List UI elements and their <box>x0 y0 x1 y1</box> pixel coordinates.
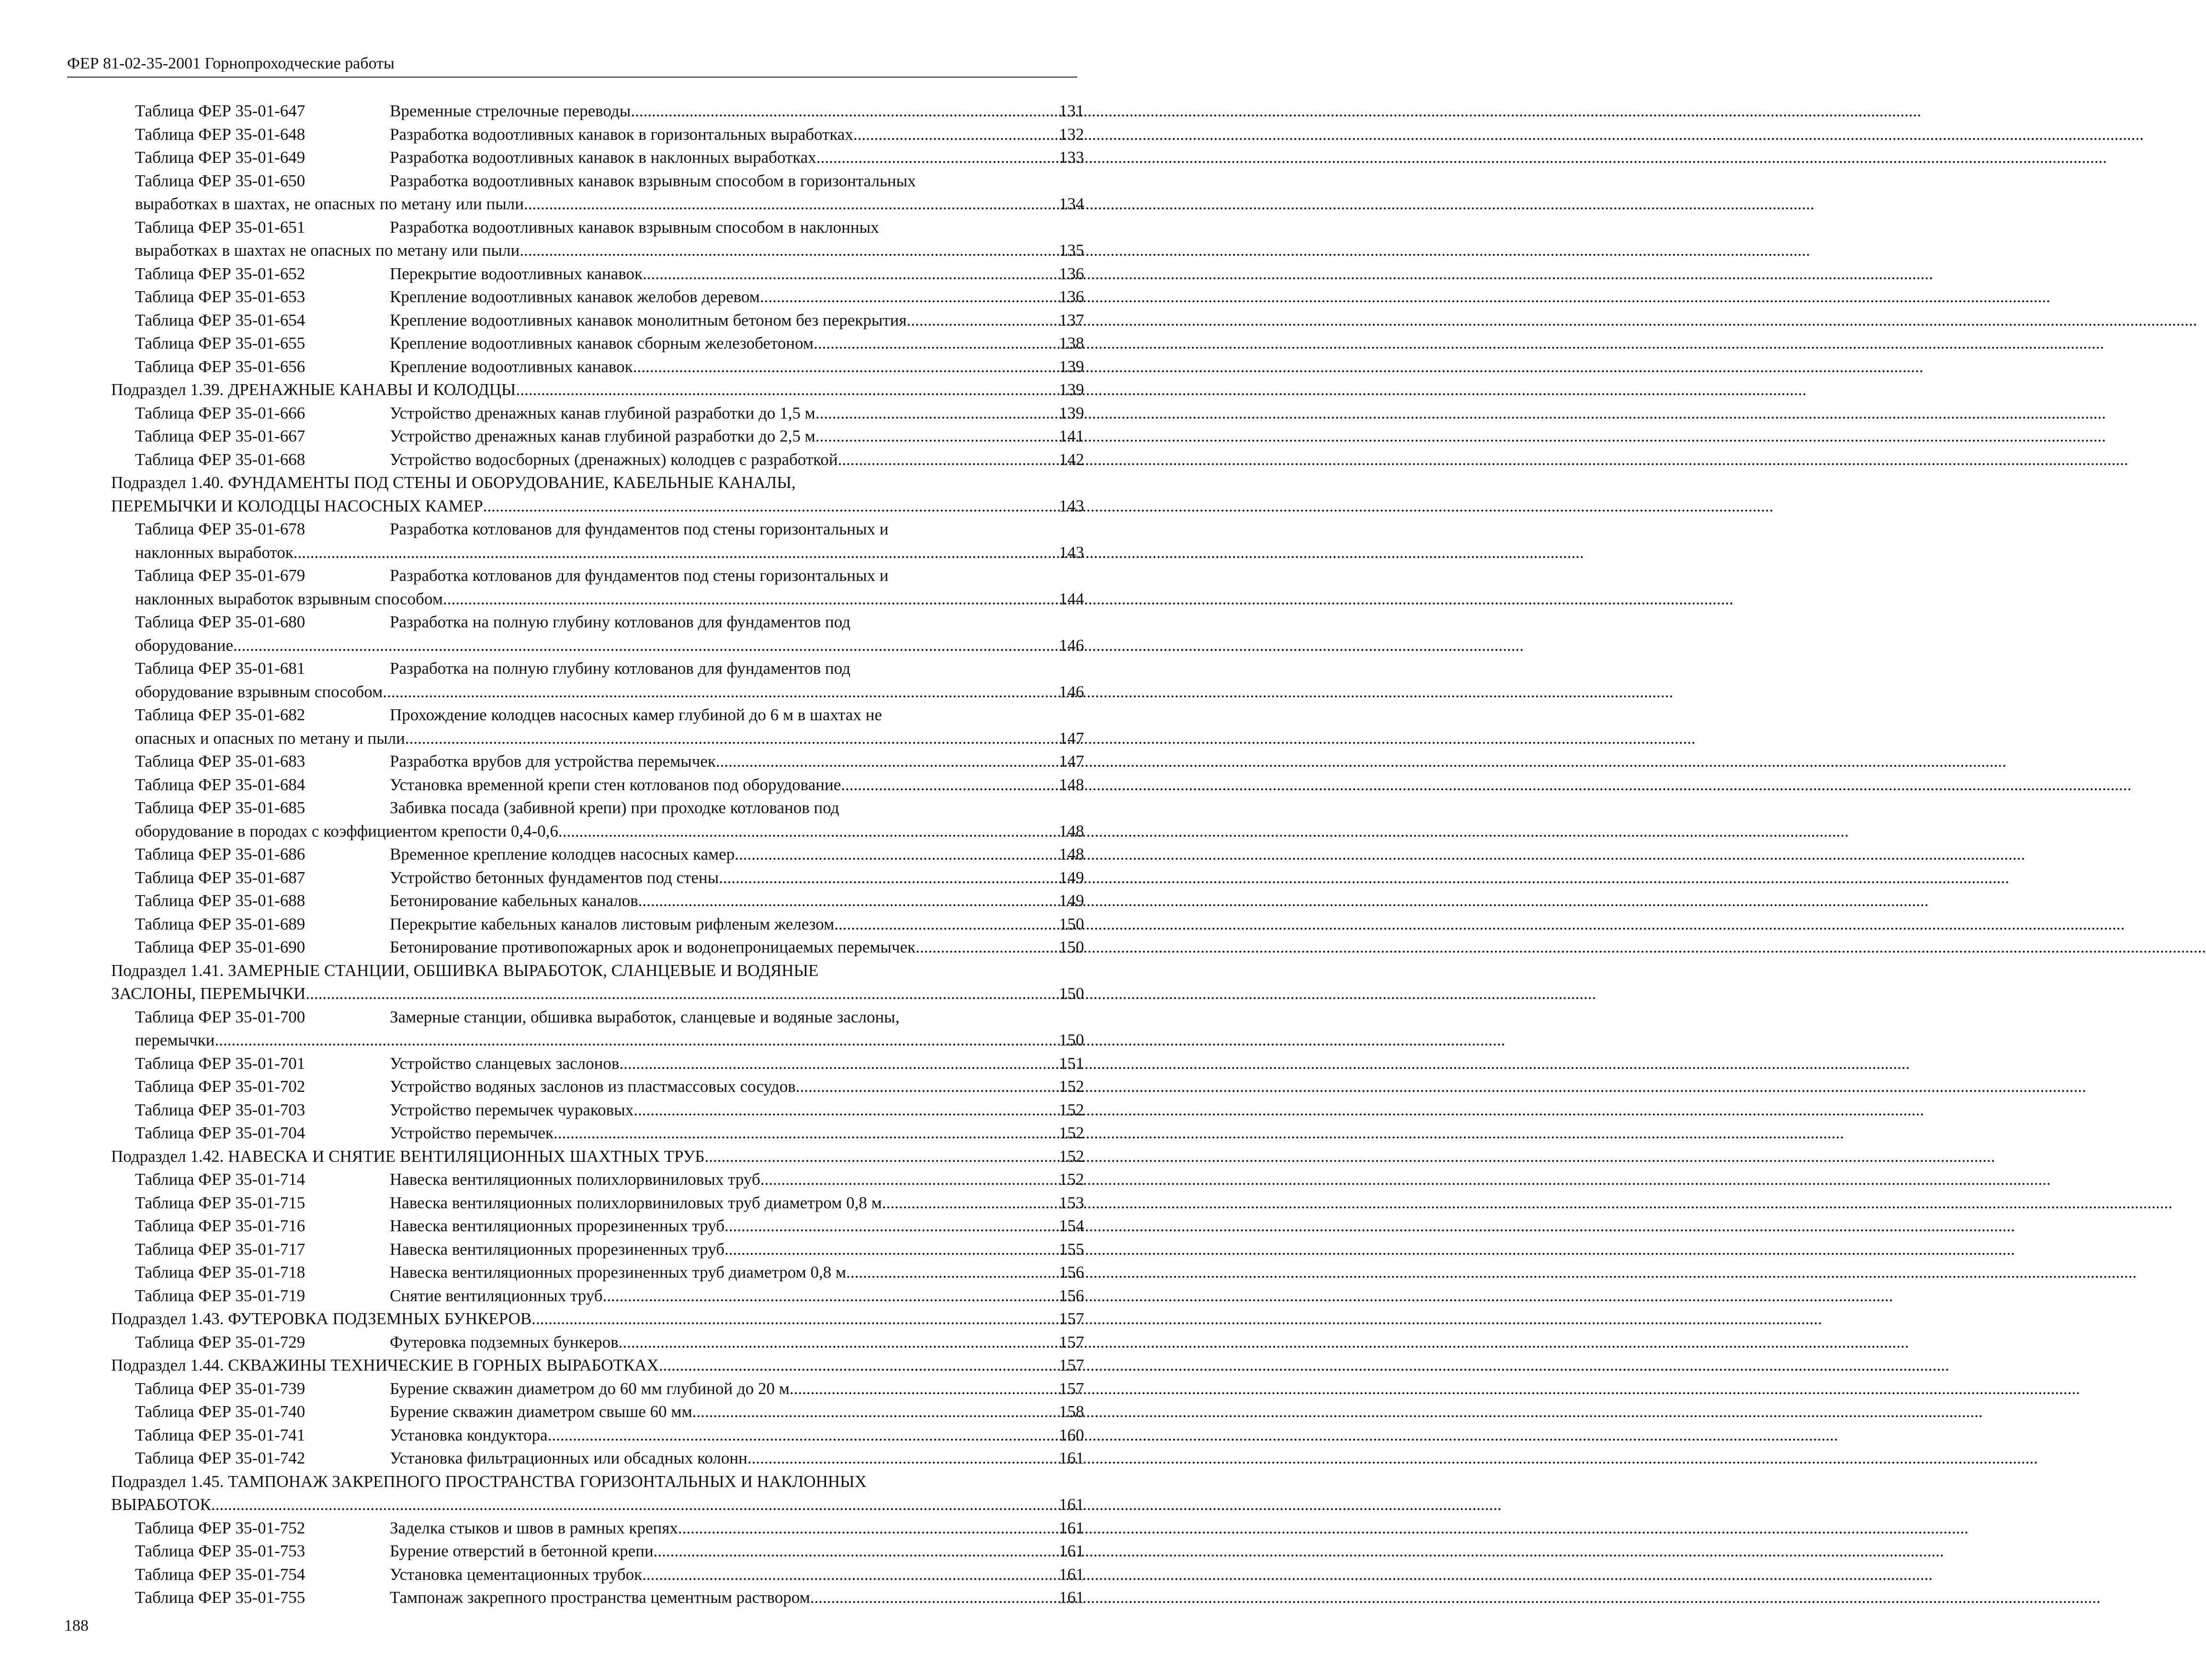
toc-table-entry <box>111 1122 1084 1145</box>
toc-page-ref: 143 <box>1059 496 1084 515</box>
toc-entry-title: Временное крепление колодцев насосных камер <box>390 845 735 863</box>
toc-page-ref: 156 <box>1059 1263 1084 1282</box>
toc-section-entry <box>111 471 1084 518</box>
toc-table-code: Таблица ФЕР 35-01-689 <box>135 914 305 933</box>
toc-table-entry <box>111 123 1084 147</box>
toc-table-code: Таблица ФЕР 35-01-719 <box>135 1286 305 1305</box>
toc-page-ref: 143 <box>1059 543 1084 562</box>
toc-page-ref: 146 <box>1059 636 1084 655</box>
toc-table-code: Таблица ФЕР 35-01-752 <box>135 1518 305 1537</box>
toc-table-code: Таблица ФЕР 35-01-754 <box>135 1565 305 1584</box>
toc-dot-leader <box>634 1099 1057 1122</box>
toc-dot-leader <box>724 1215 1057 1238</box>
toc-table-entry <box>111 1261 1084 1284</box>
toc-dot-leader <box>853 123 1057 147</box>
toc-page-ref: 139 <box>1059 380 1084 399</box>
toc-table-code: Таблица ФЕР 35-01-656 <box>135 357 305 376</box>
toc-table-code: Таблица ФЕР 35-01-651 <box>135 217 305 237</box>
toc-page-ref: 160 <box>1059 1425 1084 1444</box>
toc-table-entry <box>111 913 1084 936</box>
toc-entry-title: Разработка водоотливных канавок в наклонных выработках <box>390 148 816 167</box>
toc-dot-leader <box>211 1493 1057 1517</box>
toc-entry-title: Перекрытие кабельных каналов листовым рифленым железом <box>390 914 835 933</box>
toc-table-code: Таблица ФЕР 35-01-702 <box>135 1077 305 1096</box>
toc-table-code: Таблица ФЕР 35-01-742 <box>135 1449 305 1467</box>
toc-table-entry <box>111 611 1084 657</box>
toc-dot-leader <box>815 425 1057 448</box>
toc-entry-title: Разработка врубов для устройства перемычек <box>390 752 716 771</box>
toc-table-code: Таблица ФЕР 35-01-729 <box>135 1332 305 1351</box>
toc-page-ref: 157 <box>1059 1356 1084 1374</box>
toc-entry-title: Крепление водоотливных канавок монолитным бетоном без перекрытия <box>390 310 907 329</box>
toc-entry-title-cont: наклонных выработок <box>135 543 294 562</box>
toc-entry-title-cont: опасных и опасных по метану и пыли <box>135 728 405 748</box>
toc-table-code: Таблица ФЕР 35-01-680 <box>135 613 305 631</box>
toc-page-ref: 147 <box>1059 752 1084 771</box>
toc-page-ref: 139 <box>1059 403 1084 422</box>
toc-table-entry <box>111 262 1084 286</box>
toc-entry-title: Разработка котлованов для фундаментов под стены горизонтальных и <box>390 566 889 585</box>
toc-entry-title-cont: ПЕРЕМЫЧКИ И КОЛОДЦЫ НАСОСНЫХ КАМЕР <box>111 496 483 515</box>
toc-table-entry <box>111 1099 1084 1122</box>
page-number: 188 <box>64 1617 89 1635</box>
toc-table-code: Таблица ФЕР 35-01-681 <box>135 659 305 678</box>
toc-entry-title-cont: ВЫРАБОТОК <box>111 1495 211 1514</box>
toc-table-entry <box>111 704 1084 750</box>
toc-dot-leader <box>846 1261 1057 1284</box>
toc-table-entry <box>111 402 1084 425</box>
toc-table-code: Таблица ФЕР 35-01-701 <box>135 1054 305 1073</box>
toc-table-code: Таблица ФЕР 35-01-666 <box>135 403 305 422</box>
toc-dot-leader <box>882 1192 1057 1215</box>
toc-dot-leader <box>642 1563 1057 1587</box>
toc-dot-leader <box>704 1145 1057 1169</box>
toc-dot-leader <box>383 681 1057 704</box>
toc-dot-leader <box>483 495 1057 518</box>
toc-dot-leader <box>631 100 1057 123</box>
toc-table-code: Таблица ФЕР 35-01-679 <box>135 566 305 585</box>
toc-entry-title: Подраздел 1.41. ЗАМЕРНЫЕ СТАНЦИИ, ОБШИВКА ВЫРАБОТОК, СЛАНЦЕВЫЕ И ВОДЯНЫЕ <box>111 961 819 980</box>
toc-entry-title: Разработка на полную глубину котлованов для фундаментов под <box>390 659 851 678</box>
toc-entry-title-cont: оборудование взрывным способом <box>135 682 383 701</box>
toc-dot-leader <box>716 750 1057 773</box>
toc-dot-leader <box>719 866 1057 890</box>
toc-table-entry <box>111 1377 1084 1401</box>
toc-table-code: Таблица ФЕР 35-01-704 <box>135 1124 305 1142</box>
toc-page-ref: 152 <box>1059 1124 1084 1142</box>
toc-table-entry <box>111 843 1084 866</box>
toc-page-ref: 150 <box>1059 1031 1084 1049</box>
toc-table-code: Таблица ФЕР 35-01-652 <box>135 264 305 283</box>
toc-page-ref: 161 <box>1059 1542 1084 1560</box>
toc-entry-title: Подраздел 1.44. СКВАЖИНЫ ТЕХНИЧЕСКИЕ В ГОРНЫХ ВЫРАБОТКАХ <box>111 1356 659 1374</box>
toc-entry-title: Временные стрелочные переводы <box>390 102 631 120</box>
toc-section-entry <box>111 1307 1084 1331</box>
toc-table-entry <box>111 1192 1084 1215</box>
toc-entry-title: Подраздел 1.42. НАВЕСКА И СНЯТИЕ ВЕНТИЛЯЦИОННЫХ ШАХТНЫХ ТРУБ <box>111 1146 705 1166</box>
toc-entry-title: Забивка посада (забивной крепи) при проходке котлованов под <box>390 798 839 817</box>
toc-table-code: Таблица ФЕР 35-01-714 <box>135 1170 305 1189</box>
toc-table-code: Таблица ФЕР 35-01-755 <box>135 1588 305 1607</box>
toc-entry-title: Бурение отверстий в бетонной крепи <box>390 1542 654 1560</box>
toc-table-entry <box>111 1331 1084 1354</box>
toc-table-code: Таблица ФЕР 35-01-700 <box>135 1007 305 1026</box>
toc-table-entry <box>111 355 1084 379</box>
toc-entry-title: Разработка водоотливных канавок в горизонтальных выработках <box>390 125 853 144</box>
toc-table-entry <box>111 1586 1084 1610</box>
toc-table-code: Таблица ФЕР 35-01-740 <box>135 1402 305 1421</box>
toc-page-ref: 161 <box>1059 1518 1084 1537</box>
toc-page-ref: 138 <box>1059 334 1084 352</box>
toc-table-entry <box>111 866 1084 890</box>
toc-page-ref: 137 <box>1059 310 1084 329</box>
toc-section-entry <box>111 959 1084 1006</box>
toc-dot-leader <box>443 588 1057 611</box>
toc-dot-leader <box>638 889 1057 913</box>
toc-dot-leader <box>760 1168 1057 1192</box>
toc-page-ref: 146 <box>1059 682 1084 701</box>
toc-dot-leader <box>790 1377 1057 1401</box>
toc-entry-title: Устройство бетонных фундаментов под стены <box>390 868 719 887</box>
toc-entry-title-cont: перемычки <box>135 1031 215 1049</box>
toc-dot-leader <box>815 402 1057 425</box>
toc-table-code: Таблица ФЕР 35-01-649 <box>135 148 305 167</box>
toc-entry-title: Крепление водоотливных канавок желобов деревом <box>390 287 760 306</box>
toc-table-entry <box>111 1540 1084 1563</box>
toc-entry-title: Прохождение колодцев насосных камер глубиной до 6 м в шахтах не <box>390 705 882 724</box>
toc-dot-leader <box>554 1122 1057 1145</box>
toc-section-entry <box>111 1145 1084 1169</box>
toc-entry-title: Устройство перемычек чураковых <box>390 1100 634 1119</box>
toc-table-entry <box>111 564 1084 611</box>
toc-dot-leader <box>659 1354 1057 1377</box>
toc-section-entry <box>111 1470 1084 1517</box>
toc-table-code: Таблица ФЕР 35-01-688 <box>135 891 305 910</box>
toc-table-code: Таблица ФЕР 35-01-647 <box>135 102 305 120</box>
toc-page-ref: 153 <box>1059 1193 1084 1212</box>
toc-table-code: Таблица ФЕР 35-01-717 <box>135 1239 305 1259</box>
toc-page-ref: 152 <box>1059 1100 1084 1119</box>
toc-entry-title: Бурение скважин диаметром до 60 мм глубиной до 20 м <box>390 1379 790 1398</box>
toc-page-ref: 139 <box>1059 357 1084 376</box>
toc-page-ref: 149 <box>1059 868 1084 887</box>
toc-dot-leader <box>532 1307 1057 1331</box>
toc-page-ref: 151 <box>1059 1054 1084 1073</box>
toc-entry-title-cont: выработках в шахтах не опасных по метану или пыли <box>135 241 520 260</box>
toc-table-entry <box>111 1517 1084 1540</box>
toc-entry-title-cont: оборудование в породах с коэффициентом крепости 0,4-0,6 <box>135 821 558 840</box>
toc-table-code: Таблица ФЕР 35-01-715 <box>135 1193 305 1212</box>
toc-table-entry <box>111 285 1084 309</box>
toc-dot-leader <box>747 1447 1057 1470</box>
toc-table-entry <box>111 657 1084 704</box>
toc-entry-title: Бетонирование кабельных каналов <box>390 891 638 910</box>
toc-entry-title: Снятие вентиляционных труб <box>390 1286 603 1305</box>
toc-table-code: Таблица ФЕР 35-01-685 <box>135 798 305 817</box>
toc-dot-leader <box>735 843 1057 866</box>
toc-entry-title: Крепление водоотливных канавок <box>390 357 633 376</box>
toc-table-code: Таблица ФЕР 35-01-678 <box>135 520 305 538</box>
toc-dot-leader <box>816 146 1057 170</box>
toc-table-entry <box>111 332 1084 355</box>
toc-table-entry <box>111 1400 1084 1424</box>
toc-table-code: Таблица ФЕР 35-01-648 <box>135 125 305 144</box>
toc-table-entry <box>111 1447 1084 1470</box>
toc-section-entry <box>111 378 1084 402</box>
toc-entry-title: Разработка котлованов для фундаментов под стены горизонтальных и <box>390 520 889 538</box>
toc-table-entry <box>111 1168 1084 1192</box>
toc-dot-leader <box>916 936 1057 959</box>
toc-dot-leader <box>233 634 1057 658</box>
toc-dot-leader <box>654 1540 1057 1563</box>
toc-entry-title: Установка кондуктора <box>390 1425 548 1444</box>
toc-page-ref: 148 <box>1059 775 1084 794</box>
toc-table-entry <box>111 1424 1084 1447</box>
toc-page-ref: 157 <box>1059 1379 1084 1398</box>
toc-page-ref: 152 <box>1059 1146 1084 1166</box>
toc-table-entry <box>111 889 1084 913</box>
toc-page-ref: 134 <box>1059 194 1084 213</box>
toc-dot-leader <box>520 239 1057 262</box>
toc-table-entry <box>111 1563 1084 1587</box>
toc-entry-title: Бетонирование противопожарных арок и водонепроницаемых перемычек <box>390 938 916 956</box>
toc-table-code: Таблица ФЕР 35-01-683 <box>135 752 305 771</box>
toc-dot-leader <box>692 1400 1057 1424</box>
toc-table-entry <box>111 796 1084 843</box>
toc-page-ref: 142 <box>1059 450 1084 469</box>
toc-table-code: Таблица ФЕР 35-01-690 <box>135 938 305 956</box>
toc-table-code: Таблица ФЕР 35-01-753 <box>135 1542 305 1560</box>
toc-page-ref: 141 <box>1059 427 1084 445</box>
toc-page-ref: 152 <box>1059 1170 1084 1189</box>
toc-page-ref: 132 <box>1059 125 1084 144</box>
toc-entry-title-cont: наклонных выработок взрывным способом <box>135 589 443 608</box>
toc-page-ref: 135 <box>1059 241 1084 260</box>
toc-page-ref: 161 <box>1059 1565 1084 1584</box>
toc-table-entry <box>111 1052 1084 1076</box>
toc-table-entry <box>111 936 1084 959</box>
toc-entry-title: Разработка на полную глубину котлованов для фундаментов под <box>390 613 851 631</box>
toc-table-entry <box>111 750 1084 773</box>
toc-page-ref: 157 <box>1059 1332 1084 1351</box>
toc-entry-title-cont: оборудование <box>135 636 234 655</box>
toc-page-ref: 150 <box>1059 914 1084 933</box>
toc-entry-title: Устройство перемычек <box>390 1124 554 1142</box>
toc-table-code: Таблица ФЕР 35-01-684 <box>135 775 305 794</box>
toc-entry-title: Установка временной крепи стен котлованов под оборудование <box>390 775 841 794</box>
toc-entry-title: Перекрытие водоотливных канавок <box>390 264 643 283</box>
toc-entry-title: Разработка водоотливных канавок взрывным способом в горизонтальных <box>390 171 916 190</box>
toc-page-ref: 150 <box>1059 984 1084 1003</box>
toc-table-code: Таблица ФЕР 35-01-716 <box>135 1216 305 1235</box>
toc-entry-title: Навеска вентиляционных полихлорвиниловых труб <box>390 1170 760 1189</box>
toc-page-ref: 156 <box>1059 1286 1084 1305</box>
toc-table-entry <box>111 170 1084 216</box>
toc-page-ref: 161 <box>1059 1495 1084 1514</box>
toc-dot-leader <box>619 1331 1057 1354</box>
toc-page-ref: 161 <box>1059 1588 1084 1607</box>
toc-table-entry <box>111 1006 1084 1052</box>
toc-entry-title: Устройство водяных заслонов из пластмассовых сосудов <box>390 1077 796 1096</box>
toc-dot-leader <box>558 820 1057 843</box>
toc-page-ref: 158 <box>1059 1402 1084 1421</box>
toc-page-ref: 149 <box>1059 891 1084 910</box>
toc-page-ref: 155 <box>1059 1239 1084 1259</box>
toc-entry-title-cont: выработках в шахтах, не опасных по метану или пыли <box>135 194 524 213</box>
toc-table-code: Таблица ФЕР 35-01-682 <box>135 705 305 724</box>
toc-dot-leader <box>294 541 1057 565</box>
toc-dot-leader <box>678 1517 1057 1540</box>
toc-table-code: Таблица ФЕР 35-01-703 <box>135 1100 305 1119</box>
toc-dot-leader <box>619 1052 1057 1076</box>
toc-table-entry <box>111 1238 1084 1261</box>
toc-entry-title: Подраздел 1.45. ТАМПОНАЖ ЗАКРЕПНОГО ПРОСТРАНСТВА ГОРИЗОНТАЛЬНЫХ И НАКЛОННЫХ <box>111 1472 867 1491</box>
toc-dot-leader <box>602 1284 1057 1308</box>
toc-page-ref: 148 <box>1059 845 1084 863</box>
toc-dot-leader <box>548 1424 1057 1447</box>
toc-table-entry <box>111 448 1084 472</box>
table-of-contents <box>111 100 1084 1610</box>
toc-table-entry <box>111 518 1084 564</box>
toc-page-ref: 133 <box>1059 148 1084 167</box>
toc-page-ref: 136 <box>1059 287 1084 306</box>
toc-table-entry <box>111 1284 1084 1308</box>
toc-dot-leader <box>760 285 1057 309</box>
toc-table-entry <box>111 100 1084 123</box>
toc-table-entry <box>111 216 1084 262</box>
toc-entry-title: Подраздел 1.43. ФУТЕРОВКА ПОДЗЕМНЫХ БУНКЕРОВ <box>111 1309 532 1328</box>
toc-table-entry <box>111 1075 1084 1099</box>
toc-page-ref: 157 <box>1059 1309 1084 1328</box>
toc-table-code: Таблица ФЕР 35-01-718 <box>135 1263 305 1282</box>
toc-dot-leader <box>907 309 1057 332</box>
toc-table-code: Таблица ФЕР 35-01-739 <box>135 1379 305 1398</box>
toc-dot-leader <box>724 1238 1057 1261</box>
toc-dot-leader <box>814 332 1057 355</box>
toc-table-entry <box>111 309 1084 332</box>
toc-page-ref: 161 <box>1059 1449 1084 1467</box>
toc-page-ref: 152 <box>1059 1077 1084 1096</box>
toc-dot-leader <box>633 355 1057 379</box>
toc-dot-leader <box>810 1586 1057 1610</box>
toc-page-ref: 136 <box>1059 264 1084 283</box>
toc-entry-title: Разработка водоотливных канавок взрывным способом в наклонных <box>390 217 879 237</box>
toc-entry-title: Подраздел 1.40. ФУНДАМЕНТЫ ПОД СТЕНЫ И ОБОРУДОВАНИЕ, КАБЕЛЬНЫЕ КАНАЛЫ, <box>111 473 796 492</box>
toc-entry-title: Подраздел 1.39. ДРЕНАЖНЫЕ КАНАВЫ И КОЛОДЦЫ <box>111 380 516 399</box>
toc-table-code: Таблица ФЕР 35-01-654 <box>135 310 305 329</box>
toc-dot-leader <box>841 773 1057 797</box>
toc-page-ref: 154 <box>1059 1216 1084 1235</box>
toc-table-code: Таблица ФЕР 35-01-686 <box>135 845 305 863</box>
toc-dot-leader <box>796 1075 1057 1099</box>
toc-entry-title: Замерные станции, обшивка выработок, сланцевые и водяные заслоны, <box>390 1007 900 1026</box>
toc-page-ref: 147 <box>1059 728 1084 748</box>
toc-page-ref: 144 <box>1059 589 1084 608</box>
toc-entry-title: Бурение скважин диаметром свыше 60 мм <box>390 1402 692 1421</box>
toc-entry-title: Крепление водоотливных канавок сборным железобетоном <box>390 334 814 352</box>
toc-entry-title: Навеска вентиляционных полихлорвиниловых труб диаметром 0,8 м <box>390 1193 882 1212</box>
toc-table-code: Таблица ФЕР 35-01-668 <box>135 450 305 469</box>
toc-dot-leader <box>834 913 1057 936</box>
toc-dot-leader <box>516 378 1057 402</box>
toc-entry-title: Установка цементационных трубок <box>390 1565 643 1584</box>
toc-dot-leader <box>524 193 1057 216</box>
toc-table-entry <box>111 773 1084 797</box>
toc-entry-title-cont: ЗАСЛОНЫ, ПЕРЕМЫЧКИ <box>111 984 306 1003</box>
toc-entry-title: Устройство дренажных канав глубиной разработки до 1,5 м <box>390 403 815 422</box>
toc-page-ref: 148 <box>1059 821 1084 840</box>
toc-table-code: Таблица ФЕР 35-01-667 <box>135 427 305 445</box>
toc-dot-leader <box>643 262 1057 286</box>
toc-table-code: Таблица ФЕР 35-01-741 <box>135 1425 305 1444</box>
toc-table-code: Таблица ФЕР 35-01-687 <box>135 868 305 887</box>
toc-entry-title: Заделка стыков и швов в рамных крепях <box>390 1518 678 1537</box>
toc-dot-leader <box>305 982 1057 1006</box>
toc-page-ref: 131 <box>1059 102 1084 120</box>
toc-dot-leader <box>838 448 1057 472</box>
toc-table-entry <box>111 146 1084 170</box>
toc-entry-title: Футеровка подземных бункеров <box>390 1332 619 1351</box>
toc-entry-title: Тампонаж закрепного пространства цементным раствором <box>390 1588 810 1607</box>
toc-entry-title: Навеска вентиляционных прорезиненных труб <box>390 1239 725 1259</box>
toc-page-ref: 150 <box>1059 938 1084 956</box>
toc-table-code: Таблица ФЕР 35-01-650 <box>135 171 305 190</box>
toc-dot-leader <box>405 727 1057 750</box>
toc-section-entry <box>111 1354 1084 1377</box>
toc-entry-title: Навеска вентиляционных прорезиненных труб диаметром 0,8 м <box>390 1263 847 1282</box>
toc-table-code: Таблица ФЕР 35-01-655 <box>135 334 305 352</box>
running-header: ФЕР 81-02-35-2001 Горнопроходческие работы <box>67 53 1077 78</box>
toc-entry-title: Устройство дренажных канав глубиной разработки до 2,5 м <box>390 427 815 445</box>
toc-entry-title: Устройство сланцевых заслонов <box>390 1054 620 1073</box>
toc-entry-title: Установка фильтрационных или обсадных колонн <box>390 1449 747 1467</box>
toc-table-entry <box>111 1215 1084 1238</box>
toc-dot-leader <box>215 1029 1057 1052</box>
toc-table-entry <box>111 425 1084 448</box>
toc-table-code: Таблица ФЕР 35-01-653 <box>135 287 305 306</box>
toc-entry-title: Устройство водосборных (дренажных) колодцев с разработкой <box>390 450 838 469</box>
toc-entry-title: Навеска вентиляционных прорезиненных труб <box>390 1216 725 1235</box>
